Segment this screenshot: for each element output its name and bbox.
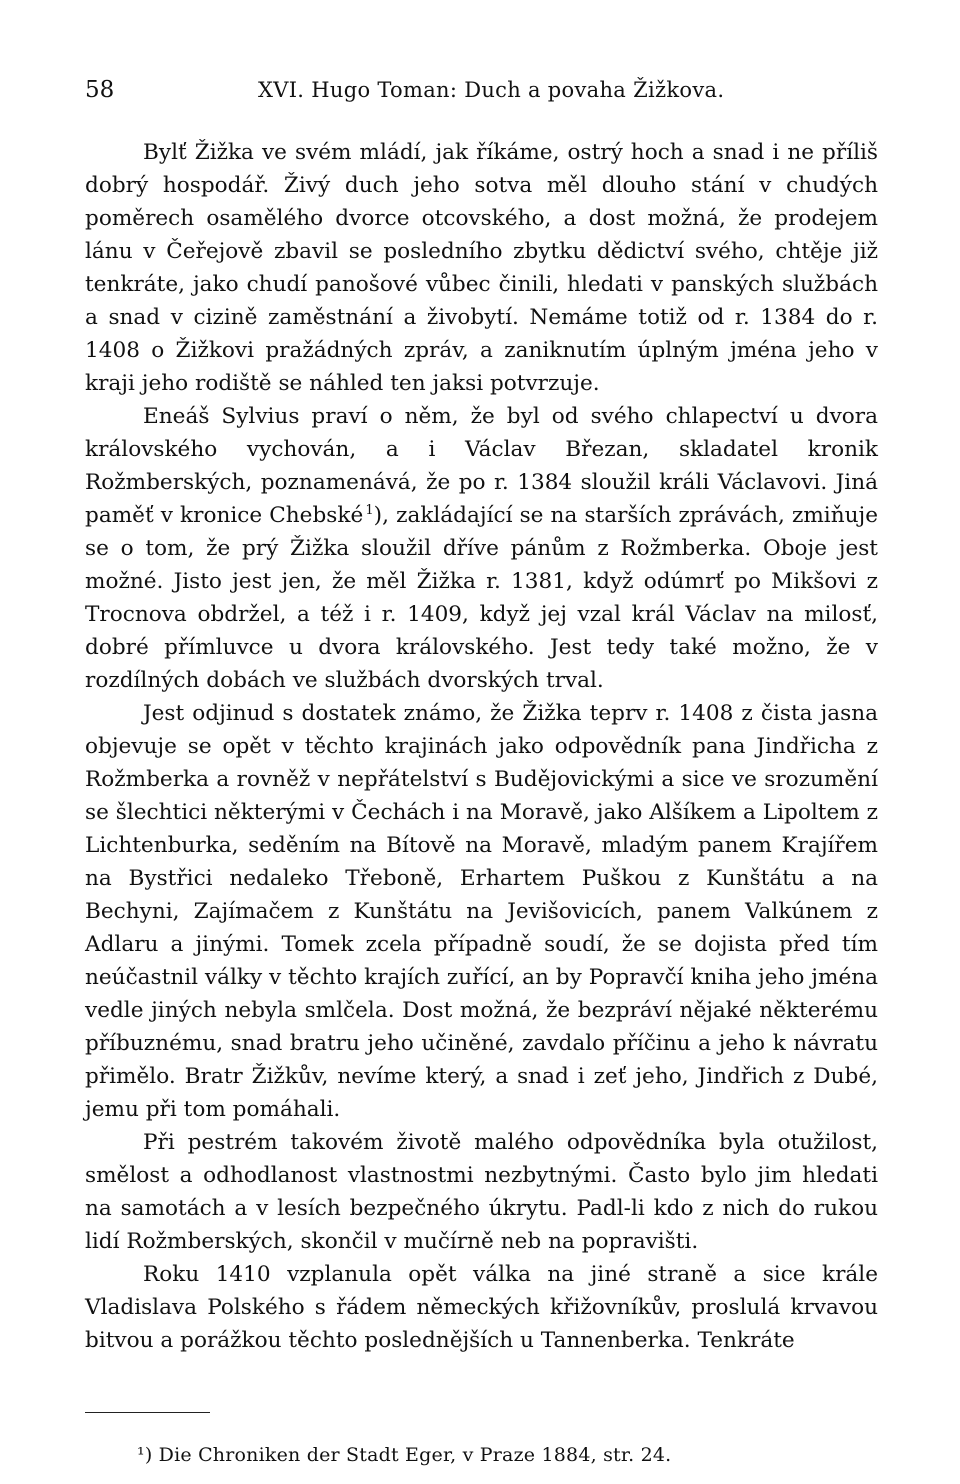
paragraph-5: Roku 1410 vzplanula opět válka na jiné straně a sice krále Vladislava Polského s řádem německých křižovníkův, proslulá krvavou bitvou a porážkou těchto poslednějších u Tannenberka. Tenkráte bbox=[85, 1262, 878, 1353]
footnote-divider bbox=[85, 1412, 210, 1413]
paragraph-4: Při pestrém takovém životě malého odpovědníka byla otužilost, smělost a odhodlanost vlastnostmi nezbytnými. Často bylo jim hledati na samotách a v lesích bezpečného úkrytu. Padl-li kdo z nich do rukou lidí Rožmberských, skončil v mučírně neb na popravišti. bbox=[85, 1130, 878, 1254]
paragraph-2 bbox=[85, 400, 878, 697]
paragraph-2-start: Eneáš Sylvius praví o něm, že byl od svého chlapectví u dvora královského vychován, a i Václav Březan, skladatel kronik Rožmberských, poznamenává, že po r. 1384 sloužil králi Václavovi. Jiná paměť v kronice Chebské bbox=[85, 404, 878, 528]
book-page bbox=[85, 72, 878, 1466]
paragraph-1: Bylť Žižka ve svém mládí, jak říkáme, ostrý hoch a snad i ne příliš dobrý hospodář. Živý duch jeho sotva měl dlouho stání v chudých poměrech osamělého dvorce otcovského, a dost možná, že prodejem lánu v Čeřejově zbavil se posledního zbytku dědictví svého, chtěje již tenkráte, jako chudí panošové vůbec činili, hledati v panských službách a snad v cizině zaměstnání a živobytí. Nemáme totiž od r. 1384 do r. 1408 o Žižkovi pražádných zpráv, a zaniknutím úplným jména jeho v kraji jeho rodiště se náhled ten jaksi potvrzuje. bbox=[85, 140, 878, 396]
footnote-reference: 1 bbox=[365, 502, 374, 518]
page-number: 58 bbox=[85, 77, 115, 103]
paragraph-2-rest: ), zakládající se na starších zprávách, zmiňuje se o tom, že prý Žižka sloužil dříve pánům z Rožmberka. Oboje jest možné. Jisto jest jen, že měl Žižka r. 1381, když odúmrť po Mikšovi z Trocnova obdržel, a též i r. 1409, když jej vzal král Václav na milosť, dobré přímluvce u dvora královského. Jest tedy také možno, že v rozdílných dobách ve službách dvorských trval. bbox=[85, 503, 878, 693]
footnote-text: ) Die Chroniken der Stadt Eger, v Praze 1884, str. 24. bbox=[144, 1444, 672, 1466]
footnote-marker: ¹ bbox=[137, 1444, 145, 1466]
body-text bbox=[85, 136, 878, 1357]
running-head bbox=[85, 72, 878, 108]
paragraph-3: Jest odjinud s dostatek známo, že Žižka teprv r. 1408 z čista jasna objevuje se opět v těchto krajinách jako odpovědník pana Jindřicha z Rožmberka a rovněž v nepřátelství s Budějovickými a sice ve srozumění se šlechtici některými v Čechách i na Moravě, jako Alšíkem a Lipoltem z Lichtenburka, seděním na Bítově na Moravě, mladým panem Krajířem na Bystřici nedaleko Třeboně, Erhartem Puškou z Kunštátu a na Bechyni, Zajímačem z Kunštátu na Jevišovicích, panem Valkúnem z Adlaru a jinými. Tomek zcela případně soudí, že se dojista před tím neúčastnil války v těchto krajích zuřící, an by Popravčí kniha jeho jména vedle jiných nebyla smlčela. Dost možná, že bezpráví nějaké některému příbuznému, snad bratru jeho učiněné, zavdalo příčinu a jeho k návratu přimělo. Bratr Žižkův, nevíme který, a snad i zeť jeho, Jindřich z Dubé, jemu při tom pomáhali. bbox=[85, 701, 878, 1122]
running-title: XVI. Hugo Toman: Duch a povaha Žižkova. bbox=[258, 78, 725, 102]
footnote bbox=[137, 1442, 671, 1468]
